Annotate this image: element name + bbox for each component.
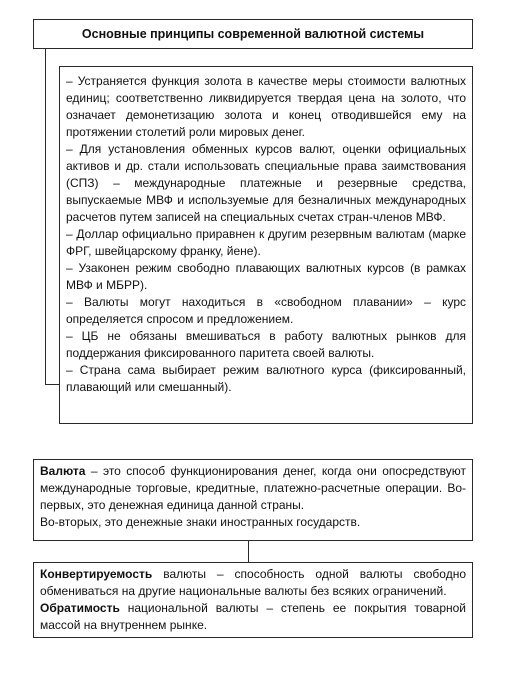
currency-definition (40, 463, 466, 514)
principle-item: – Валюты могут находиться в «свободном плавании» – курс определяется спросом и предложением. (66, 295, 466, 326)
principle-item: – Устраняется функция золота в качестве меры стоимости валютных единиц; соответственно ликвидируется твердая цена на золото, что означает демонетизацию золота и конец отводившейся ему на протяжении столетий роли мировых денег. (66, 74, 466, 139)
currency-definition-text: – это способ функционирования денег, когда они опосредствуют международные торговые, кредитные, платежно-расчетные операции. Во-первых, это денежная единица данной страны. (40, 464, 466, 512)
currency-second-meaning: Во-вторых, это денежные знаки иностранных государств. (40, 515, 361, 529)
convertibility-box (33, 562, 473, 638)
connector-vertical-middle (248, 541, 249, 562)
currency-term: Валюта (40, 464, 86, 478)
principle-item: – Доллар официально приравнен к другим резервным валютам (марке ФРГ, швейцарскому франку, йене). (66, 227, 466, 258)
diagram-title: Основные принципы современной валютной системы (81, 27, 425, 41)
reversibility-term: Обратимость (40, 601, 120, 615)
principle-item: – Страна сама выбирает режим валютного курса (фиксированный, плавающий или смешанный). (66, 363, 466, 394)
convertibility-term: Конвертируемость (40, 567, 153, 581)
title-box (33, 19, 473, 49)
principle-item: – Для установления обменных курсов валют, оценки официальных активов и др. стали использовать специальные права заимствования (СПЗ) – международные платежные и резервные средства, выпускаемые МВФ и используемые для безналичных международных расчетов путем записей на специальных счетах стран-членов МВФ. (66, 142, 466, 224)
convertibility-definition (40, 566, 466, 600)
connector-vertical-left (45, 49, 46, 384)
principle-item: – Узаконен режим свободно плавающих валютных курсов (в рамках МВФ и МБРР). (66, 261, 466, 292)
convertibility-definition-text: валюты – способность одной валюты свободно обмениваться на другие национальные валюты без всяких ограничений. (40, 567, 466, 598)
currency-definition-box (33, 459, 473, 541)
connector-horizontal-left (45, 384, 59, 385)
principles-box (59, 66, 473, 424)
principle-item: – ЦБ не обязаны вмешиваться в работу валютных рынков для поддержания фиксированного паритета своей валюты. (66, 329, 466, 360)
reversibility-definition (40, 600, 466, 634)
reversibility-definition-text: национальной валюты – степень ее покрытия товарной массой на внутреннем рынке. (40, 601, 466, 632)
